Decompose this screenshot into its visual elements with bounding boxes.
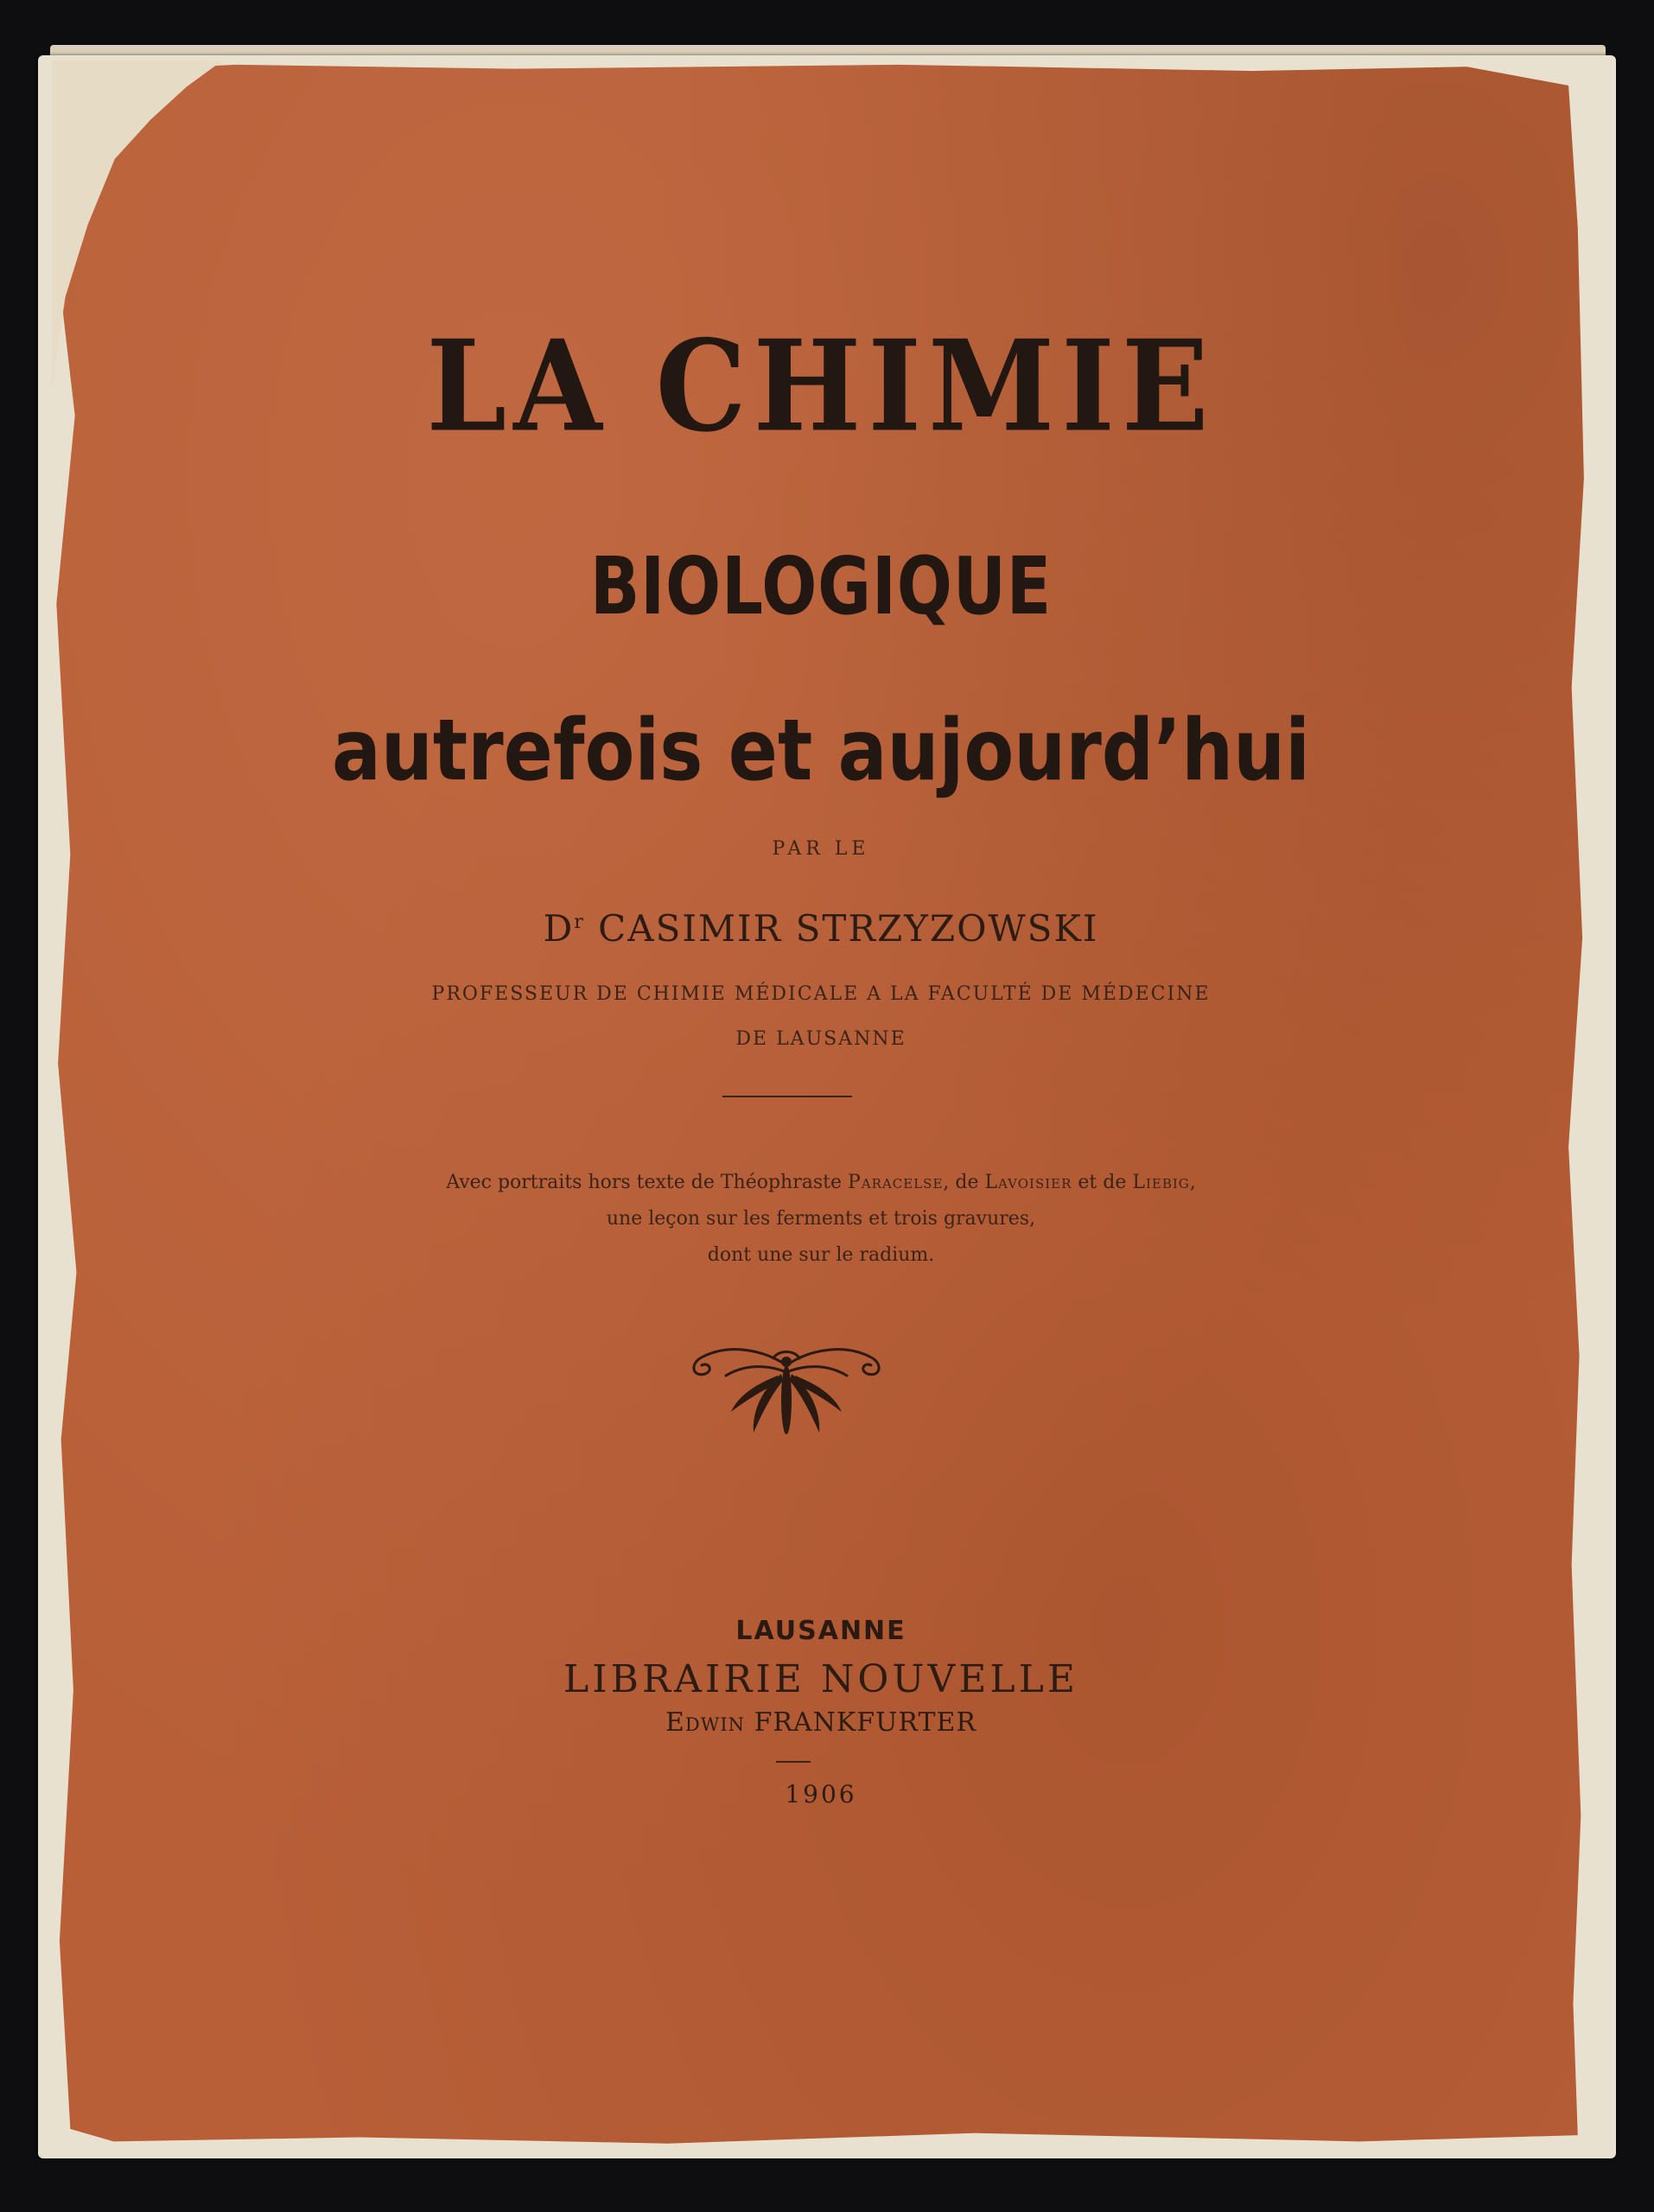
par-le: PAR LE xyxy=(772,838,870,860)
title-line-2: BIOLOGIQUE xyxy=(589,540,1053,632)
desc-text: , xyxy=(1189,1172,1196,1193)
edwin-last: FRANKFURTER xyxy=(745,1707,976,1738)
desc-text: et de xyxy=(1072,1172,1133,1193)
professor-line-2: DE LAUSANNE xyxy=(735,1028,907,1050)
description-line-3: dont une sur le radium. xyxy=(707,1244,935,1266)
publisher: LIBRAIRIE NOUVELLE xyxy=(563,1657,1078,1701)
title-line-1: LA CHIMIE xyxy=(426,313,1216,461)
author-prefix: D xyxy=(543,907,575,950)
description-line-1 xyxy=(52,1172,1590,1193)
author xyxy=(52,907,1590,950)
divider-rule-small xyxy=(776,1761,811,1763)
year: 1906 xyxy=(785,1780,857,1808)
author-name: CASIMIR STRZYZOWSKI xyxy=(584,907,1099,950)
title-line-3: autrefois et aujourd’hui xyxy=(331,702,1311,800)
desc-liebig: Liebig xyxy=(1132,1172,1190,1193)
publisher-owner xyxy=(52,1707,1590,1738)
professor-line-1: PROFESSEUR DE CHIMIE MÉDICALE A LA FACULTÉ DE MÉDECINE xyxy=(431,983,1211,1005)
description-line-2: une leçon sur les ferments et trois gravures, xyxy=(606,1208,1036,1230)
ornament-icon xyxy=(683,1339,890,1452)
edwin-first: Edwin xyxy=(665,1707,746,1738)
desc-text: , de xyxy=(943,1172,985,1193)
desc-lavoisier: Lavoisier xyxy=(984,1172,1072,1193)
divider-rule xyxy=(722,1096,852,1097)
desc-text: Avec portraits hors texte de Théophraste xyxy=(446,1172,849,1193)
desc-paracelse: Paracelse xyxy=(848,1172,944,1193)
author-sup: r xyxy=(574,912,585,933)
city: LAUSANNE xyxy=(735,1616,907,1646)
